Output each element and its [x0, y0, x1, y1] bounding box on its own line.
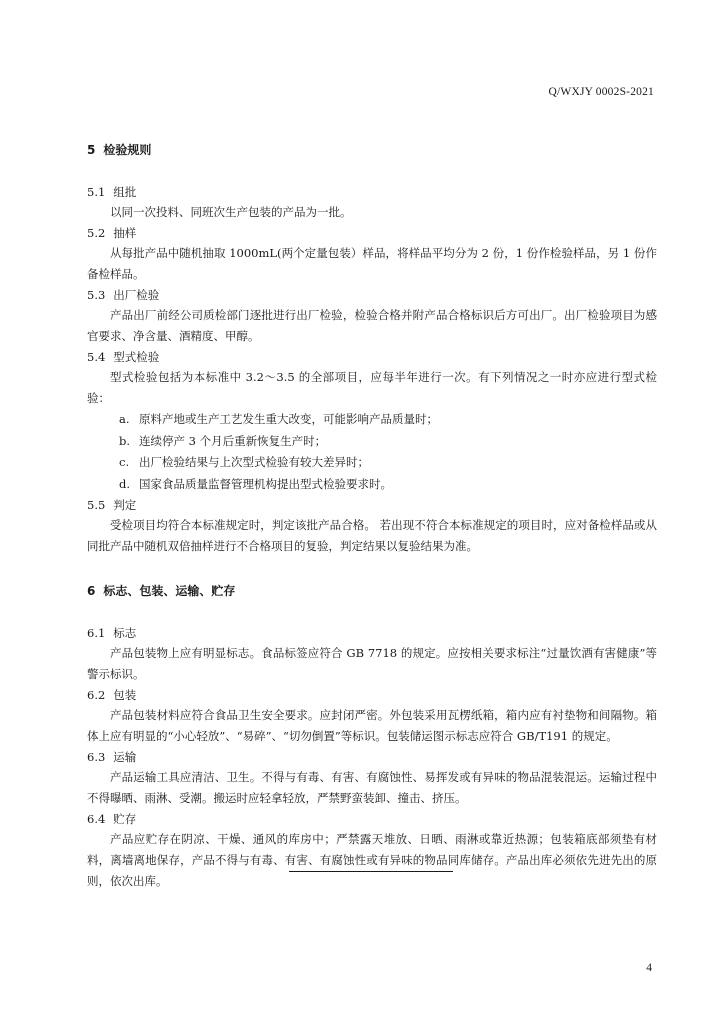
subsection-5-2-heading: [87, 223, 657, 243]
subsection-5-1-text: 以同一次投料、同班次生产包装的产品为一批。: [110, 205, 352, 219]
subsection-title: 判定: [113, 498, 137, 512]
subsection-number: 5.2: [87, 226, 106, 240]
section-5-heading: [87, 140, 657, 160]
section-number: 5: [87, 143, 96, 157]
standard-code: Q/WXJY 0002S-2021: [548, 86, 654, 98]
subsection-number: 6.4: [87, 812, 106, 826]
list-item-text: 国家食品质量监督管理机构提出型式检验要求时。: [139, 476, 392, 491]
subsection-5-2-text: 从每批产品中随机抽取 1000mL(两个定量包装）样品，将样品平均分为 2 份，1 份作检验样品，另 1 份作备检样品。: [87, 246, 657, 281]
subsection-6-2-text: 产品包装材料应符合食品卫生安全要求。应封闭严密。外包装采用瓦楞纸箱，箱内应有衬垫物和间隔物。箱体上应有明显的“小心轻放”、“易碎”、“切勿倒置”等标识。包装储运图示标志应符合 GB/T191 的规定。: [87, 708, 657, 743]
list-item-text: 出厂检验结果与上次型式检验有较大差异时；: [139, 455, 369, 469]
list-item: [87, 474, 657, 496]
type-inspection-conditions-list: [87, 409, 657, 495]
section-number: 6: [87, 584, 96, 598]
list-item: [87, 452, 657, 474]
list-item-text: 原料产地或生产工艺发生重大改变，可能影响产品质量时；: [139, 412, 438, 426]
subsection-number: 5.1: [87, 185, 106, 199]
subsection-5-4-heading: [87, 347, 657, 367]
subsection-6-4-text: 产品应贮存在阴凉、干燥、通风的库房中；严禁露天堆放、日晒、雨淋或靠近热源；包装箱底部须垫有材料，离墙离地保存，产品不得与有毒、有害、有腐蚀性或有异味的物品同库储存。产品出库必须依先进先出的原则，依次出库。: [87, 832, 657, 888]
list-item-text: 连续停产 3 个月后重新恢复生产时；: [139, 433, 327, 448]
list-marker: c.: [119, 455, 130, 469]
subsection-number: 5.5: [87, 498, 106, 512]
subsection-5-5-text: 受检项目均符合本标准规定时，判定该批产品合格。 若出现不符合本标准规定的项目时，应对备检样品或从同批产品中随机双倍抽样进行不合格项目的复验，判定结果以复验结果为准。: [87, 518, 657, 553]
subsection-title: 运输: [113, 750, 137, 764]
subsection-number: 5.4: [87, 350, 106, 364]
subsection-number: 6.3: [87, 750, 106, 764]
subsection-title: 抽样: [113, 226, 137, 240]
subsection-number: 6.2: [87, 688, 106, 702]
list-marker: d.: [119, 476, 131, 491]
list-item: [87, 431, 657, 453]
section-6-heading: [87, 581, 657, 601]
subsection-6-2-heading: [87, 685, 657, 705]
subsection-6-3-heading: [87, 747, 657, 767]
subsection-title: 包装: [113, 688, 137, 702]
subsection-6-4-heading: [87, 809, 657, 829]
subsection-number: 6.1: [87, 626, 106, 640]
list-item: [87, 409, 657, 431]
section-title: 标志、包装、运输、贮存: [103, 584, 236, 598]
subsection-title: 贮存: [113, 812, 137, 826]
document-body: [87, 140, 657, 892]
subsection-title: 型式检验: [113, 350, 160, 364]
list-marker: a.: [119, 412, 130, 426]
subsection-6-1-heading: [87, 623, 657, 643]
end-divider: [289, 871, 453, 872]
subsection-title: 组批: [113, 185, 137, 199]
subsection-6-3-text: 产品运输工具应清洁、卫生。不得与有毒、有害、有腐蚀性、易挥发或有异味的物品混装混运。运输过程中不得曝晒、雨淋、受潮。搬运时应轻拿轻放，严禁野蛮装卸、撞击、挤压。: [87, 770, 657, 805]
subsection-5-1-heading: [87, 182, 657, 202]
subsection-title: 标志: [113, 626, 137, 640]
subsection-number: 5.3: [87, 288, 106, 302]
subsection-5-3-heading: [87, 285, 657, 305]
section-title: 检验规则: [103, 143, 152, 157]
page-number: 4: [646, 962, 652, 974]
subsection-title: 出厂检验: [113, 288, 160, 302]
subsection-5-5-heading: [87, 495, 657, 515]
subsection-6-1-text: 产品包装物上应有明显标志。食品标签应符合 GB 7718 的规定。应按相关要求标注“过量饮酒有害健康”等警示标识。: [87, 646, 657, 681]
subsection-5-3-text: 产品出厂前经公司质检部门逐批进行出厂检验，检验合格并附产品合格标识后方可出厂。出厂检验项目为感官要求、净含量、酒精度、甲醇。: [87, 308, 657, 343]
list-marker: b.: [119, 433, 131, 448]
subsection-5-4-text: 型式检验包括为本标准中 3.2～3.5 的全部项目，应每半年进行一次。有下列情况之一时亦应进行型式检验：: [87, 370, 657, 405]
